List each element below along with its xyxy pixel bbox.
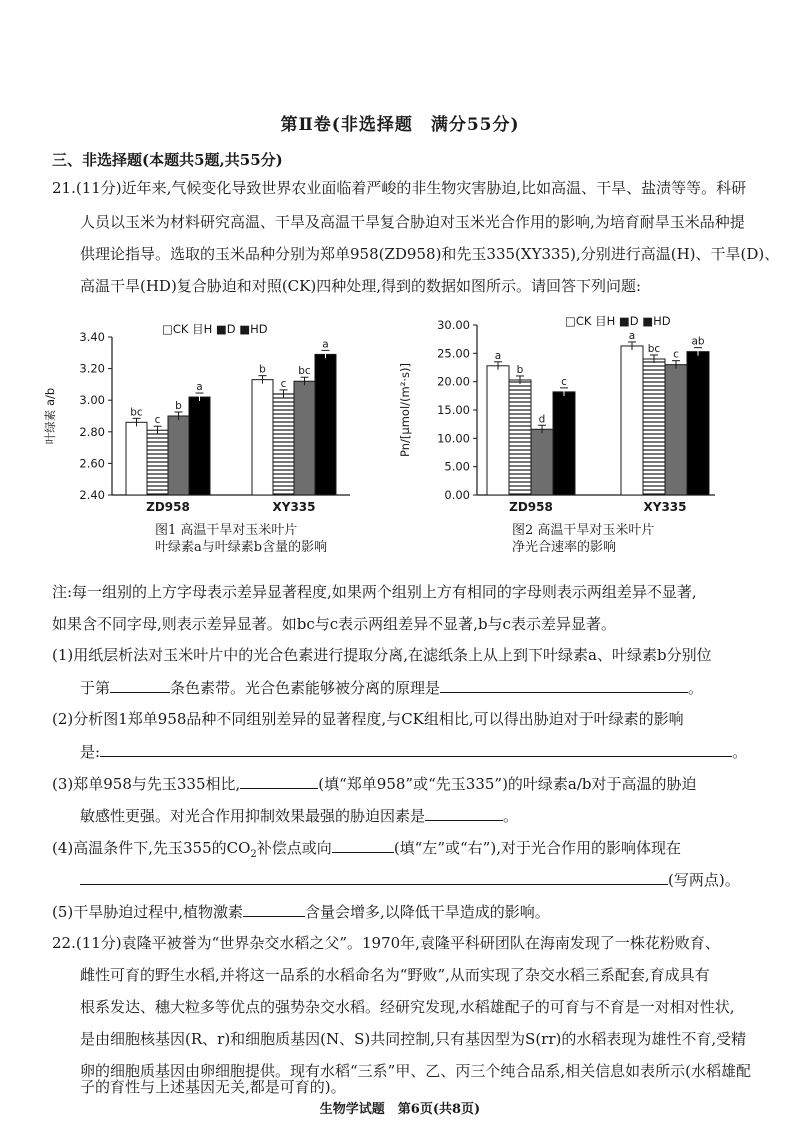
y-tick-label: 2.60	[79, 456, 105, 471]
answer-blank[interactable]	[80, 869, 668, 885]
bar-zd958-d	[531, 429, 553, 495]
y-tick-label: 0.00	[444, 488, 470, 502]
q21-line-1: 21.(11分)近年来,气候变化导致世界农业面临着严峻的非生物灾害胁迫,比如高温、干旱、盐渍等等。科研	[52, 179, 747, 197]
y-tick-label: 3.40	[79, 330, 105, 344]
q21-line-4: 高温干旱(HD)复合胁迫和对照(CK)四种处理,得到的数据如图所示。请回答下列问题:	[80, 277, 642, 295]
significance-label: d	[538, 413, 546, 426]
answer-blank[interactable]	[440, 677, 688, 693]
category-label: XY335	[272, 500, 316, 514]
legend: □CK 目H ■D ■HD	[565, 314, 671, 328]
answer-blank[interactable]	[100, 741, 732, 757]
figure-1-caption	[155, 522, 327, 556]
y-tick-label: 30.00	[437, 318, 470, 332]
bar-zd958-h	[147, 430, 168, 495]
legend: □CK 目H ■D ■HD	[162, 322, 268, 336]
significance-label: a	[494, 349, 502, 362]
significance-label: bc	[130, 406, 143, 419]
bar-zd958-ck	[487, 366, 509, 495]
bar-zd958-hd	[189, 397, 210, 495]
q21-sub2-line-2: 是: 。	[80, 743, 748, 761]
y-tick-label: 2.80	[79, 424, 105, 439]
significance-label: bc	[647, 343, 661, 355]
bar-xy335-ck	[621, 346, 643, 495]
note-line-2: 如果含不同字母,则表示差异显著。如bc与c表示两组差异不显著,b与c表示差异显著。	[52, 615, 616, 633]
significance-label: a	[322, 338, 329, 351]
y-axis-label: 叶绿素 a/b	[43, 387, 57, 445]
answer-blank[interactable]	[243, 901, 305, 917]
bar-xy335-hd	[315, 354, 336, 495]
significance-label: b	[259, 363, 266, 376]
q22-line-5: 卵的细胞质基因由卵细胞提供。现有水稻“三系”甲、乙、丙三个纯合品系,相关信息如表所示(水稻雄配	[80, 1062, 751, 1080]
significance-label: b	[516, 363, 524, 376]
category-label: ZD958	[146, 500, 190, 514]
q21-line-3: 供理论指导。选取的玉米品种分别为郑单958(ZD958)和先玉335(XY335),分别进行高温(H)、干旱(D)、	[80, 245, 780, 263]
q22-line-6: 子的育性与上述基因无关,都是可育的)。	[80, 1078, 346, 1096]
q21-sub3-line-2: 敏感性更强。对光合作用抑制效果最强的胁迫因素是 。	[80, 807, 519, 825]
significance-label: b	[175, 400, 182, 412]
figure-1-title: 图1 高温干旱对玉米叶片	[155, 523, 298, 538]
figure-1-subtitle: 叶绿素a与叶绿素b含量的影响	[155, 540, 328, 555]
y-tick-label: 25.00	[437, 346, 470, 361]
category-label: ZD958	[509, 500, 553, 514]
y-tick-label: 20.00	[437, 374, 470, 389]
bar-xy335-hd	[687, 352, 709, 495]
q22-line-3: 根系发达、穗大粒多等优点的强势杂交水稻。经研究发现,水稻雄配子的可育与不育是一对相对性状,	[80, 998, 735, 1016]
answer-blank[interactable]	[240, 773, 318, 789]
q22-line-4: 是由细胞核基因(R、r)和细胞质基因(N、S)共同控制,只有基因型为S(rr)的水稻表现为雄性不育,受精	[80, 1030, 747, 1048]
figure-2-title: 图2 高温干旱对玉米叶片	[512, 523, 655, 538]
q22-line-1: 22.(11分)袁隆平被誉为“世界杂交水稻之父”。1970年,袁隆平科研团队在海南发现了一株花粉败育、	[52, 934, 720, 952]
significance-label: ab	[691, 335, 705, 348]
bar-xy335-ck	[252, 380, 273, 495]
significance-label: c	[280, 377, 287, 390]
note-line-1: 注:每一组别的上方字母表示差异显著程度,如果两个组别上方有相同的字母则表示两组差异不显著,	[52, 583, 697, 601]
bar-xy335-d	[294, 381, 315, 495]
q21-sub2-line-1: (2)分析图1郑单958品种不同组别差异的显著程度,与CK组相比,可以得出胁迫对于叶绿素的影响	[52, 710, 684, 728]
significance-label: a	[628, 329, 636, 342]
q21-sub4-line-1: (4)高温条件下,先玉355的$CO_2$补偿点或向 (填“左”或“右”),对于光合作用的影响体现在	[52, 839, 681, 860]
answer-blank[interactable]	[110, 677, 170, 693]
section-title: 第Ⅱ卷(非选择题 满分55分)	[280, 115, 520, 135]
answer-blank[interactable]	[425, 805, 503, 821]
figure-2-subtitle: 净光合速率的影响	[512, 540, 617, 555]
bar-zd958-ck	[126, 422, 147, 495]
bar-zd958-d	[168, 416, 189, 495]
significance-label: c	[154, 414, 161, 427]
q21-sub5: (5)干旱胁迫过程中,植物激素 含量会增多,以降低干旱造成的影响。	[52, 903, 550, 921]
bar-xy335-h	[273, 394, 294, 495]
page-footer: 生物学试题 第6页(共8页)	[319, 1102, 481, 1117]
y-tick-label: 5.00	[444, 459, 470, 474]
significance-label: c	[673, 348, 679, 361]
bar-xy335-h	[643, 359, 665, 495]
bar-xy335-d	[665, 365, 687, 495]
y-tick-label: 10.00	[437, 431, 470, 446]
q21-sub3-line-1: (3)郑单958与先玉335相比, (填“郑单958”或“先玉335”)的叶绿素a/b对于高温的胁迫	[52, 775, 697, 793]
y-tick-label: 3.00	[79, 393, 105, 408]
y-tick-label: 15.00	[437, 403, 470, 417]
q22-line-2: 雌性可育的野生水稻,并将这一品系的水稻命名为“野败”,从而实现了杂交水稻三系配套,育成具有	[80, 966, 710, 984]
figure-2-caption	[512, 522, 654, 556]
q21-sub1-line-2: 于第 条色素带。光合色素能够被分离的原理是 。	[80, 679, 704, 697]
y-tick-label: 2.40	[79, 488, 105, 502]
bar-zd958-hd	[553, 392, 575, 495]
category-label: XY335	[643, 500, 687, 514]
q21-sub1-line-1: (1)用纸层析法对玉米叶片中的光合色素进行提取分离,在滤纸条上从上到下叶绿素a、叶绿素b分别位	[52, 646, 712, 664]
y-axis-label: Pn/[μmol/(m²·s)]	[398, 363, 412, 457]
bar-zd958-h	[509, 380, 531, 495]
significance-label: bc	[298, 365, 311, 378]
y-tick-label: 3.20	[79, 361, 105, 376]
answer-blank[interactable]	[332, 837, 394, 853]
section-heading: 三、非选择题(本题共5题,共55分)	[52, 151, 283, 169]
q21-line-2: 人员以玉米为材料研究高温、干旱及高温干旱复合胁迫对玉米光合作用的影响,为培育耐旱玉米品种提	[80, 213, 745, 231]
significance-label: c	[561, 375, 567, 388]
q21-sub4-line-2: (写两点)。	[80, 869, 760, 890]
significance-label: a	[196, 381, 203, 394]
